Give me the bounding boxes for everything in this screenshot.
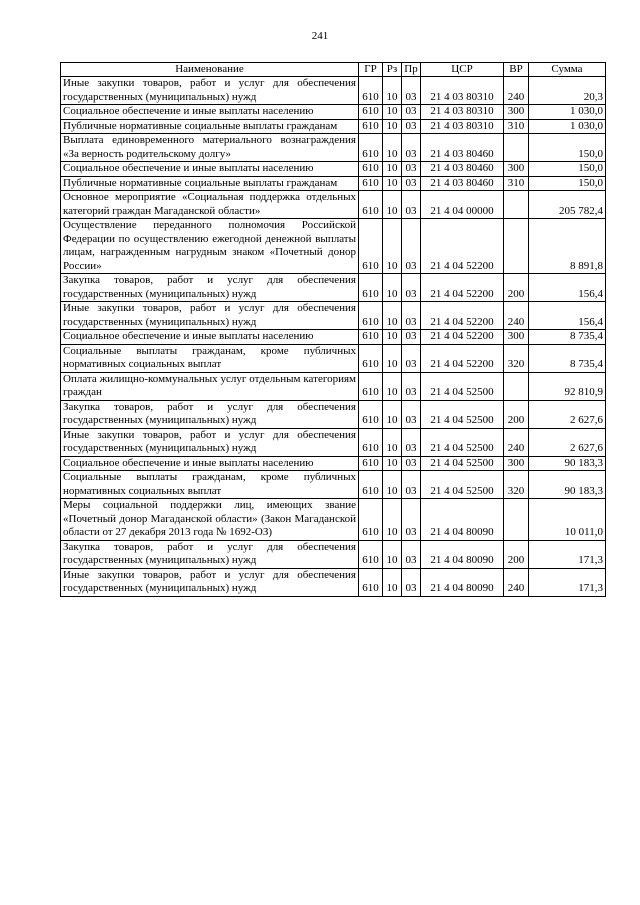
table-row bbox=[61, 302, 606, 330]
row-name: Публичные нормативные социальные выплаты гражданам bbox=[61, 176, 359, 191]
table-header-row bbox=[61, 63, 606, 77]
row-vr bbox=[504, 134, 529, 162]
row-rz: 10 bbox=[383, 274, 402, 302]
row-vr: 320 bbox=[504, 344, 529, 372]
row-sum: 8 735,4 bbox=[529, 344, 606, 372]
row-gr: 610 bbox=[359, 499, 383, 541]
table-row bbox=[61, 330, 606, 345]
row-name: Социальное обеспечение и иные выплаты населению bbox=[61, 162, 359, 177]
row-name: Иные закупки товаров, работ и услуг для обеспечения государственных (муниципальных) нужд bbox=[61, 568, 359, 596]
row-rz: 10 bbox=[383, 162, 402, 177]
row-vr: 240 bbox=[504, 428, 529, 456]
row-rz: 10 bbox=[383, 302, 402, 330]
table-row bbox=[61, 191, 606, 219]
row-sum: 90 183,3 bbox=[529, 456, 606, 471]
row-gr: 610 bbox=[359, 471, 383, 499]
row-gr: 610 bbox=[359, 428, 383, 456]
row-gr: 610 bbox=[359, 176, 383, 191]
row-csr: 21 4 03 80460 bbox=[421, 162, 504, 177]
row-sum: 171,3 bbox=[529, 540, 606, 568]
row-rz: 10 bbox=[383, 344, 402, 372]
table-row bbox=[61, 428, 606, 456]
row-csr: 21 4 04 52200 bbox=[421, 219, 504, 274]
header-csr: ЦСР bbox=[421, 63, 504, 77]
table-row bbox=[61, 499, 606, 541]
row-rz: 10 bbox=[383, 176, 402, 191]
row-vr bbox=[504, 191, 529, 219]
row-sum: 150,0 bbox=[529, 176, 606, 191]
row-gr: 610 bbox=[359, 274, 383, 302]
row-pr: 03 bbox=[402, 77, 421, 105]
row-pr: 03 bbox=[402, 471, 421, 499]
row-vr: 200 bbox=[504, 400, 529, 428]
row-csr: 21 4 04 80090 bbox=[421, 568, 504, 596]
row-vr: 300 bbox=[504, 162, 529, 177]
row-rz: 10 bbox=[383, 499, 402, 541]
row-sum: 150,0 bbox=[529, 134, 606, 162]
row-pr: 03 bbox=[402, 162, 421, 177]
row-sum: 156,4 bbox=[529, 274, 606, 302]
table-row bbox=[61, 372, 606, 400]
row-rz: 10 bbox=[383, 471, 402, 499]
row-sum: 92 810,9 bbox=[529, 372, 606, 400]
row-vr: 320 bbox=[504, 471, 529, 499]
row-vr bbox=[504, 499, 529, 541]
row-pr: 03 bbox=[402, 219, 421, 274]
row-csr: 21 4 04 80090 bbox=[421, 540, 504, 568]
row-vr: 240 bbox=[504, 77, 529, 105]
row-name: Социальные выплаты гражданам, кроме публичных нормативных социальных выплат bbox=[61, 471, 359, 499]
row-pr: 03 bbox=[402, 176, 421, 191]
row-csr: 21 4 03 80310 bbox=[421, 77, 504, 105]
row-gr: 610 bbox=[359, 372, 383, 400]
row-pr: 03 bbox=[402, 428, 421, 456]
page-number: 241 bbox=[311, 30, 329, 42]
row-vr: 310 bbox=[504, 176, 529, 191]
row-name: Социальные выплаты гражданам, кроме публичных нормативных социальных выплат bbox=[61, 344, 359, 372]
row-rz: 10 bbox=[383, 119, 402, 134]
row-csr: 21 4 04 52500 bbox=[421, 471, 504, 499]
row-pr: 03 bbox=[402, 499, 421, 541]
row-csr: 21 4 03 80310 bbox=[421, 119, 504, 134]
row-sum: 1 030,0 bbox=[529, 119, 606, 134]
table-row bbox=[61, 456, 606, 471]
row-sum: 2 627,6 bbox=[529, 400, 606, 428]
row-pr: 03 bbox=[402, 191, 421, 219]
row-name: Иные закупки товаров, работ и услуг для обеспечения государственных (муниципальных) нужд bbox=[61, 77, 359, 105]
row-sum: 205 782,4 bbox=[529, 191, 606, 219]
row-sum: 8 735,4 bbox=[529, 330, 606, 345]
row-vr: 300 bbox=[504, 330, 529, 345]
row-pr: 03 bbox=[402, 540, 421, 568]
row-vr: 200 bbox=[504, 274, 529, 302]
row-name: Основное мероприятие «Социальная поддержка отдельных категорий граждан Магаданской области» bbox=[61, 191, 359, 219]
row-pr: 03 bbox=[402, 344, 421, 372]
table-row bbox=[61, 77, 606, 105]
row-sum: 2 627,6 bbox=[529, 428, 606, 456]
row-sum: 10 011,0 bbox=[529, 499, 606, 541]
row-vr: 310 bbox=[504, 119, 529, 134]
row-gr: 610 bbox=[359, 400, 383, 428]
row-csr: 21 4 03 80460 bbox=[421, 134, 504, 162]
table-row bbox=[61, 344, 606, 372]
row-gr: 610 bbox=[359, 77, 383, 105]
row-rz: 10 bbox=[383, 105, 402, 120]
row-sum: 20,3 bbox=[529, 77, 606, 105]
row-gr: 610 bbox=[359, 119, 383, 134]
row-sum: 1 030,0 bbox=[529, 105, 606, 120]
row-sum: 150,0 bbox=[529, 162, 606, 177]
row-csr: 21 4 04 80090 bbox=[421, 499, 504, 541]
row-name: Оплата жилищно-коммунальных услуг отдельным категориям граждан bbox=[61, 372, 359, 400]
row-csr: 21 4 04 52500 bbox=[421, 456, 504, 471]
row-gr: 610 bbox=[359, 162, 383, 177]
row-csr: 21 4 03 80310 bbox=[421, 105, 504, 120]
row-csr: 21 4 04 52500 bbox=[421, 400, 504, 428]
row-name: Закупка товаров, работ и услуг для обеспечения государственных (муниципальных) нужд bbox=[61, 540, 359, 568]
row-rz: 10 bbox=[383, 191, 402, 219]
row-csr: 21 4 03 80460 bbox=[421, 176, 504, 191]
row-rz: 10 bbox=[383, 330, 402, 345]
row-pr: 03 bbox=[402, 119, 421, 134]
row-name: Социальное обеспечение и иные выплаты населению bbox=[61, 105, 359, 120]
row-rz: 10 bbox=[383, 456, 402, 471]
row-pr: 03 bbox=[402, 568, 421, 596]
row-pr: 03 bbox=[402, 456, 421, 471]
row-pr: 03 bbox=[402, 274, 421, 302]
header-pr: Пр bbox=[402, 63, 421, 77]
row-sum: 171,3 bbox=[529, 568, 606, 596]
row-gr: 610 bbox=[359, 105, 383, 120]
row-gr: 610 bbox=[359, 134, 383, 162]
row-rz: 10 bbox=[383, 428, 402, 456]
row-name: Закупка товаров, работ и услуг для обеспечения государственных (муниципальных) нужд bbox=[61, 274, 359, 302]
header-name: Наименование bbox=[61, 63, 359, 77]
row-vr: 300 bbox=[504, 456, 529, 471]
table-row bbox=[61, 162, 606, 177]
row-gr: 610 bbox=[359, 456, 383, 471]
row-name: Закупка товаров, работ и услуг для обеспечения государственных (муниципальных) нужд bbox=[61, 400, 359, 428]
row-pr: 03 bbox=[402, 330, 421, 345]
row-name: Публичные нормативные социальные выплаты гражданам bbox=[61, 119, 359, 134]
row-sum: 8 891,8 bbox=[529, 219, 606, 274]
row-pr: 03 bbox=[402, 400, 421, 428]
table-row bbox=[61, 568, 606, 596]
row-name: Социальное обеспечение и иные выплаты населению bbox=[61, 330, 359, 345]
table-row bbox=[61, 105, 606, 120]
row-rz: 10 bbox=[383, 219, 402, 274]
row-rz: 10 bbox=[383, 568, 402, 596]
row-csr: 21 4 04 52200 bbox=[421, 344, 504, 372]
row-name: Выплата единовременного материального вознаграждения «За верность родительскому долгу» bbox=[61, 134, 359, 162]
table-row bbox=[61, 134, 606, 162]
row-pr: 03 bbox=[402, 372, 421, 400]
table-row bbox=[61, 119, 606, 134]
row-gr: 610 bbox=[359, 191, 383, 219]
row-pr: 03 bbox=[402, 302, 421, 330]
row-csr: 21 4 04 52500 bbox=[421, 372, 504, 400]
row-rz: 10 bbox=[383, 77, 402, 105]
row-gr: 610 bbox=[359, 344, 383, 372]
row-name: Иные закупки товаров, работ и услуг для обеспечения государственных (муниципальных) нужд bbox=[61, 302, 359, 330]
row-csr: 21 4 04 52500 bbox=[421, 428, 504, 456]
row-pr: 03 bbox=[402, 134, 421, 162]
table-row bbox=[61, 540, 606, 568]
header-vr: ВР bbox=[504, 63, 529, 77]
row-name: Меры социальной поддержки лиц, имеющих звание «Почетный донор Магаданской области» (Закон Магаданской области от 27 декабря 2013 года № 1692-ОЗ) bbox=[61, 499, 359, 541]
row-vr: 240 bbox=[504, 568, 529, 596]
table-row bbox=[61, 400, 606, 428]
header-rz: Рз bbox=[383, 63, 402, 77]
row-csr: 21 4 04 52200 bbox=[421, 302, 504, 330]
table-row bbox=[61, 219, 606, 274]
row-vr bbox=[504, 372, 529, 400]
header-sum: Сумма bbox=[529, 63, 606, 77]
row-name: Иные закупки товаров, работ и услуг для обеспечения государственных (муниципальных) нужд bbox=[61, 428, 359, 456]
row-vr: 240 bbox=[504, 302, 529, 330]
table-row bbox=[61, 274, 606, 302]
row-csr: 21 4 04 52200 bbox=[421, 330, 504, 345]
row-name: Осуществление переданного полномочия Российской Федерации по осуществлению ежегодной денежной выплаты лицам, награжденным нагрудным знаком «Почетный донор России» bbox=[61, 219, 359, 274]
row-sum: 156,4 bbox=[529, 302, 606, 330]
row-gr: 610 bbox=[359, 219, 383, 274]
row-sum: 90 183,3 bbox=[529, 471, 606, 499]
row-gr: 610 bbox=[359, 302, 383, 330]
row-rz: 10 bbox=[383, 400, 402, 428]
header-gr: ГР bbox=[359, 63, 383, 77]
row-rz: 10 bbox=[383, 372, 402, 400]
table-row bbox=[61, 176, 606, 191]
row-gr: 610 bbox=[359, 540, 383, 568]
row-vr bbox=[504, 219, 529, 274]
row-pr: 03 bbox=[402, 105, 421, 120]
row-rz: 10 bbox=[383, 540, 402, 568]
row-vr: 300 bbox=[504, 105, 529, 120]
table-row bbox=[61, 471, 606, 499]
row-gr: 610 bbox=[359, 330, 383, 345]
budget-table bbox=[60, 62, 606, 597]
row-name: Социальное обеспечение и иные выплаты населению bbox=[61, 456, 359, 471]
row-vr: 200 bbox=[504, 540, 529, 568]
row-gr: 610 bbox=[359, 568, 383, 596]
row-csr: 21 4 04 52200 bbox=[421, 274, 504, 302]
row-rz: 10 bbox=[383, 134, 402, 162]
row-csr: 21 4 04 00000 bbox=[421, 191, 504, 219]
